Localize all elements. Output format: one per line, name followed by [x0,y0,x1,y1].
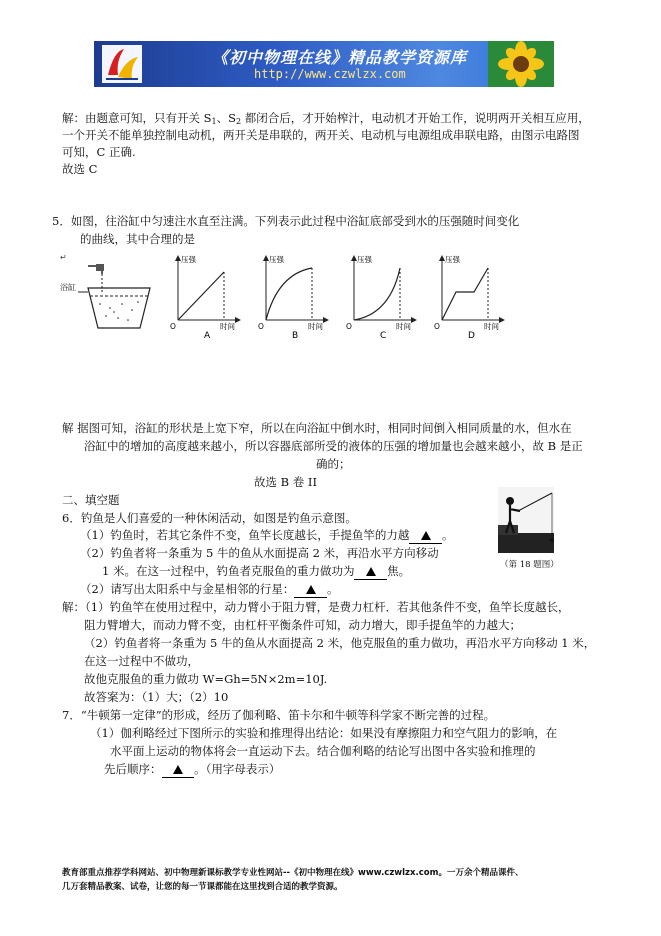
graph-a[interactable] [170,254,240,341]
q5-solution-line-2: 浴缸中的增加的高度越来越小，所以容器底部所受的液体的压强的增加量也会越来越小，故 B 是正 [84,439,583,453]
q5-stem-line-1: 5．如图，往浴缸中匀速注水直至注满。下列表示此过程中浴缸底部受到水的压强随时间变化 [52,214,520,228]
q5-solution-line-3: 确的； [316,457,351,471]
svg-text:O: O [170,322,176,331]
tub-label: 浴缸 [60,283,76,292]
q6-part-3: （2）请写出太阳系中与金星相邻的行星： 。 [80,582,339,596]
q6-blank-3[interactable] [294,582,327,598]
q6-part-1: （1）钓鱼时，若其它条件不变，鱼竿长度越长，手提鱼竿的力越 。 [80,528,454,542]
option-d-label: D [468,331,475,341]
option-a-label: A [204,331,211,341]
svg-text:压强: 压强 [357,255,372,264]
q7-blank-1[interactable] [162,762,195,778]
option-b-label: B [292,331,299,341]
svg-text:压强: 压强 [269,255,284,264]
svg-text:压强: 压强 [445,255,460,264]
q4-solution-line-3: 可知，C 正确. [62,145,136,159]
banner-url[interactable]: http://www.czwlzx.com [254,67,406,81]
q6-solution-line-4: 在这一过程中不做功， [84,654,199,668]
svg-text:O: O [258,322,264,331]
q5-graphs [168,252,528,342]
q6-stem: 6．钓鱼是人们喜爱的一种休闲活动，如图是钓鱼示意图。 [62,511,357,525]
svg-text:O: O [434,322,440,331]
banner-title: 《初中物理在线》精品教学资源库 [212,48,468,67]
section-title-fill-in: 二、填空题 [62,493,120,507]
q5-answer: 故选 B 卷 II [254,475,318,489]
svg-text:时间: 时间 [396,322,411,331]
svg-text:时间: 时间 [484,322,499,331]
figure-caption: （第 18 题图） [500,560,559,570]
option-c-label: C [380,331,387,341]
q6-part-2-line-2: 1 米。在这一过程中，钓鱼者克服鱼的重力做功为 焦。 [102,564,411,578]
header-banner [94,41,554,87]
sunflower-image-icon [488,41,554,87]
q6-part-2-line-1: （2）钓鱼者将一条重为 5 牛的鱼从水面提高 2 米，再沿水平方向移动 [80,546,439,560]
footer-line-1: 教育部重点推荐学科网站、初中物理新课标教学专业性网站--《初中物理在线》www.czwlzx.com。一万余个精品课件、 [62,868,524,878]
footer-line-2: 几万套精品教案、试卷，让您的每一节课都能在这里找到合适的教学资源。 [62,882,343,892]
q7-part-1-line-2: 水平面上运动的物体将会一直运动下去。结合伽利略的结论写出图中各实验和推理的 [110,744,536,758]
q6-solution-line-3: （2）钓鱼者将一条重为 5 牛的鱼从水面提高 2 米，他克服鱼的重力做功，再沿水平方向移动 1 米， [84,636,596,650]
q6-answer: 故答案为：（1）大；（2）10 [84,690,229,704]
svg-text:时间: 时间 [220,322,235,331]
triangle-icon [306,585,316,594]
bathtub-figure [60,252,160,334]
q5-stem-line-2: 的曲线，其中合理的是 [80,232,195,246]
q6-blank-2[interactable] [354,564,387,580]
graph-c[interactable] [346,254,416,341]
svg-text:↵: ↵ [60,253,67,262]
graph-b[interactable] [258,254,328,341]
svg-text:O: O [346,322,352,331]
triangle-icon [173,765,183,774]
q4-answer: 故选 C [62,162,98,176]
svg-text:压强: 压强 [181,255,196,264]
q4-solution-line-1: 解：由题意可知，只有开关 $S_1$、$S_2$ 都闭合后，才开始榨汁，电动机才开始工作，说明两开关相互应用， [62,111,590,126]
triangle-icon [421,531,431,540]
q7-part-1-line-3: 先后顺序： 。（用字母表示） [104,762,281,776]
graph-d[interactable] [434,254,504,341]
q5-solution-line-1: 解 据图可知，浴缸的形状是上宽下窄，所以在向浴缸中倒水时，相同时间倒入相同质量的水，但水在 [62,421,572,435]
q4-solution-line-2: 一个开关不能单独控制电动机，两开关是串联的，两开关、电动机与电源组成串联电路，由图示电路图 [62,128,580,142]
q6-solution-line-1: 解：（1）钓鱼竿在使用过程中，动力臂小于阻力臂，是费力杠杆．若其他条件不变，鱼竿长度越长， [62,600,570,614]
fisherman-figure [498,487,554,553]
q6-solution-line-5: 故他克服鱼的重力做功 W=Gh=5N×2m=10J. [84,672,328,686]
q6-solution-line-2: 阻力臂增大，而动力臂不变，由杠杆平衡条件可知，动力增大，即手提鱼竿的力越大； [84,618,521,632]
q6-blank-1[interactable] [409,528,442,544]
svg-text:时间: 时间 [308,322,323,331]
site-logo-icon [102,45,142,83]
q7-stem: 7．“牛顿第一定律”的形成，经历了伽利略、笛卡尔和牛顿等科学家不断完善的过程。 [62,708,496,722]
triangle-icon [366,567,376,576]
q7-part-1-line-1: （1）伽利略经过下图所示的实验和推理得出结论：如果没有摩擦阻力和空气阻力的影响，在 [90,726,558,740]
